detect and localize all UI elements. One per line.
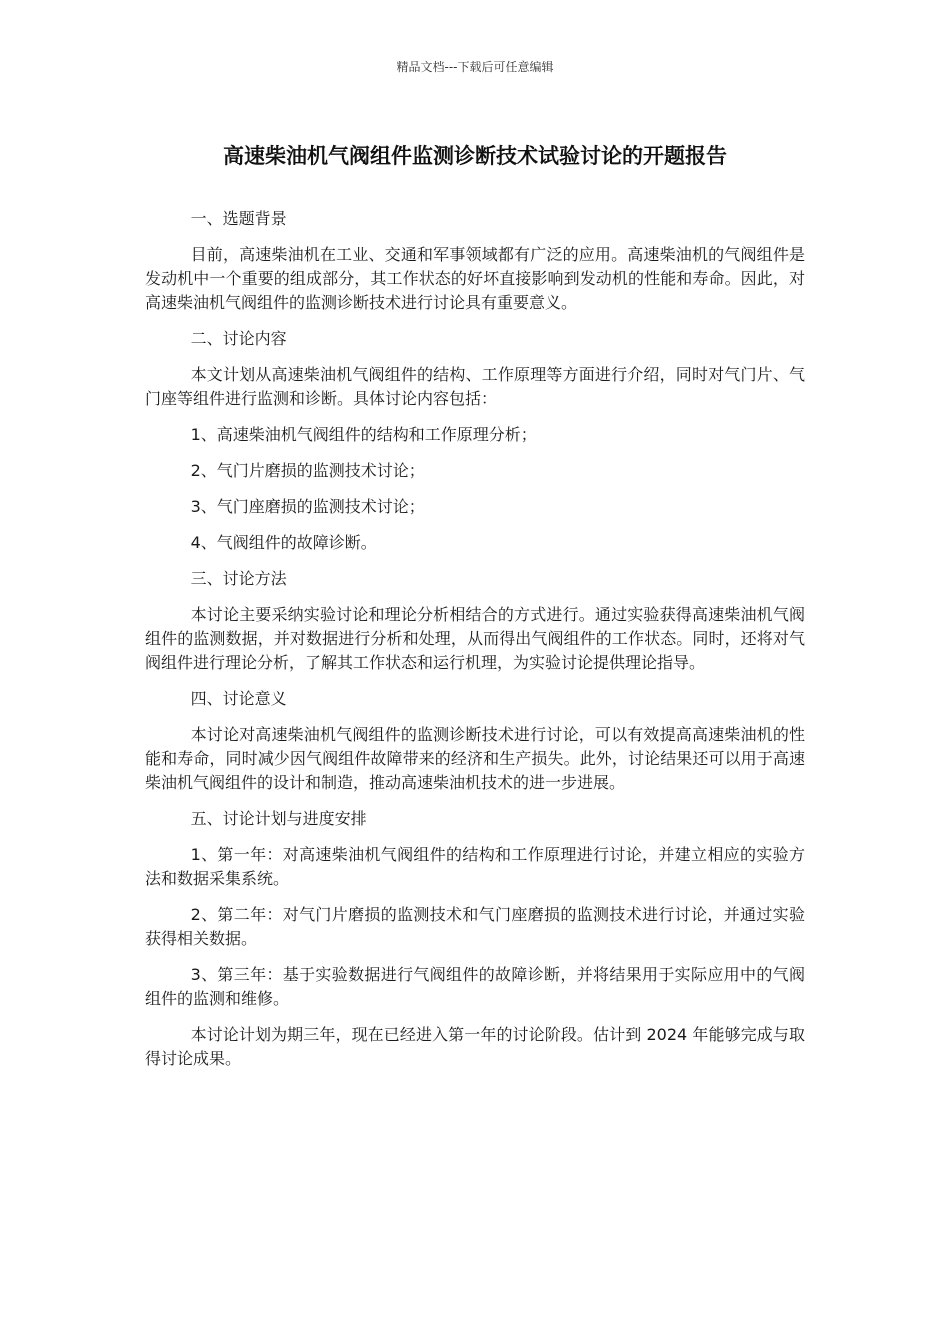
section-heading-method: 三、讨论方法 (190, 569, 287, 588)
list-item: 4、气阀组件的故障诊断。 (190, 533, 377, 552)
document-title: 高速柴油机气阀组件监测诊断技术试验讨论的开题报告 (223, 144, 727, 168)
paragraph-conclusion: 本讨论计划为期三年，现在已经进入第一年的讨论阶段。估计到 2024 年能够完成与取得讨论成果。 (145, 1025, 805, 1068)
section-heading-schedule: 五、讨论计划与进度安排 (190, 809, 367, 828)
schedule-item: 2、第二年：对气门片磨损的监测技术和气门座磨损的监测技术进行讨论，并通过实验获得相关数据。 (145, 905, 805, 948)
list-item: 1、高速柴油机气阀组件的结构和工作原理分析； (190, 425, 537, 444)
paragraph-content-intro: 本文计划从高速柴油机气阀组件的结构、工作原理等方面进行介绍，同时对气门片、气门座等组件进行监测和诊断。具体讨论内容包括： (145, 365, 805, 408)
list-item: 3、气门座磨损的监测技术讨论； (190, 497, 425, 516)
section-heading-content: 二、讨论内容 (190, 329, 287, 348)
header-note: 精品文档---下载后可任意编辑 (396, 60, 554, 74)
paragraph-background: 目前，高速柴油机在工业、交通和军事领域都有广泛的应用。高速柴油机的气阀组件是发动机中一个重要的组成部分，其工作状态的好坏直接影响到发动机的性能和寿命。因此，对高速柴油机气阀组件的监测诊断技术进行讨论具有重要意义。 (145, 245, 805, 312)
section-heading-background: 一、选题背景 (190, 209, 287, 228)
list-item: 2、气门片磨损的监测技术讨论； (190, 461, 425, 480)
schedule-item: 1、第一年：对高速柴油机气阀组件的结构和工作原理进行讨论，并建立相应的实验方法和数据采集系统。 (145, 845, 805, 888)
schedule-item: 3、第三年：基于实验数据进行气阀组件的故障诊断，并将结果用于实际应用中的气阀组件的监测和维修。 (145, 965, 805, 1008)
paragraph-significance: 本讨论对高速柴油机气阀组件的监测诊断技术进行讨论，可以有效提高高速柴油机的性能和寿命，同时减少因气阀组件故障带来的经济和生产损失。此外，讨论结果还可以用于高速柴油机气阀组件的设计和制造，推动高速柴油机技术的进一步进展。 (145, 725, 805, 792)
paragraph-method: 本讨论主要采纳实验讨论和理论分析相结合的方式进行。通过实验获得高速柴油机气阀组件的监测数据，并对数据进行分析和处理，从而得出气阀组件的工作状态。同时，还将对气阀组件进行理论分析，了解其工作状态和运行机理，为实验讨论提供理论指导。 (145, 605, 805, 672)
document-body (145, 207, 805, 1083)
section-heading-significance: 四、讨论意义 (190, 689, 287, 708)
